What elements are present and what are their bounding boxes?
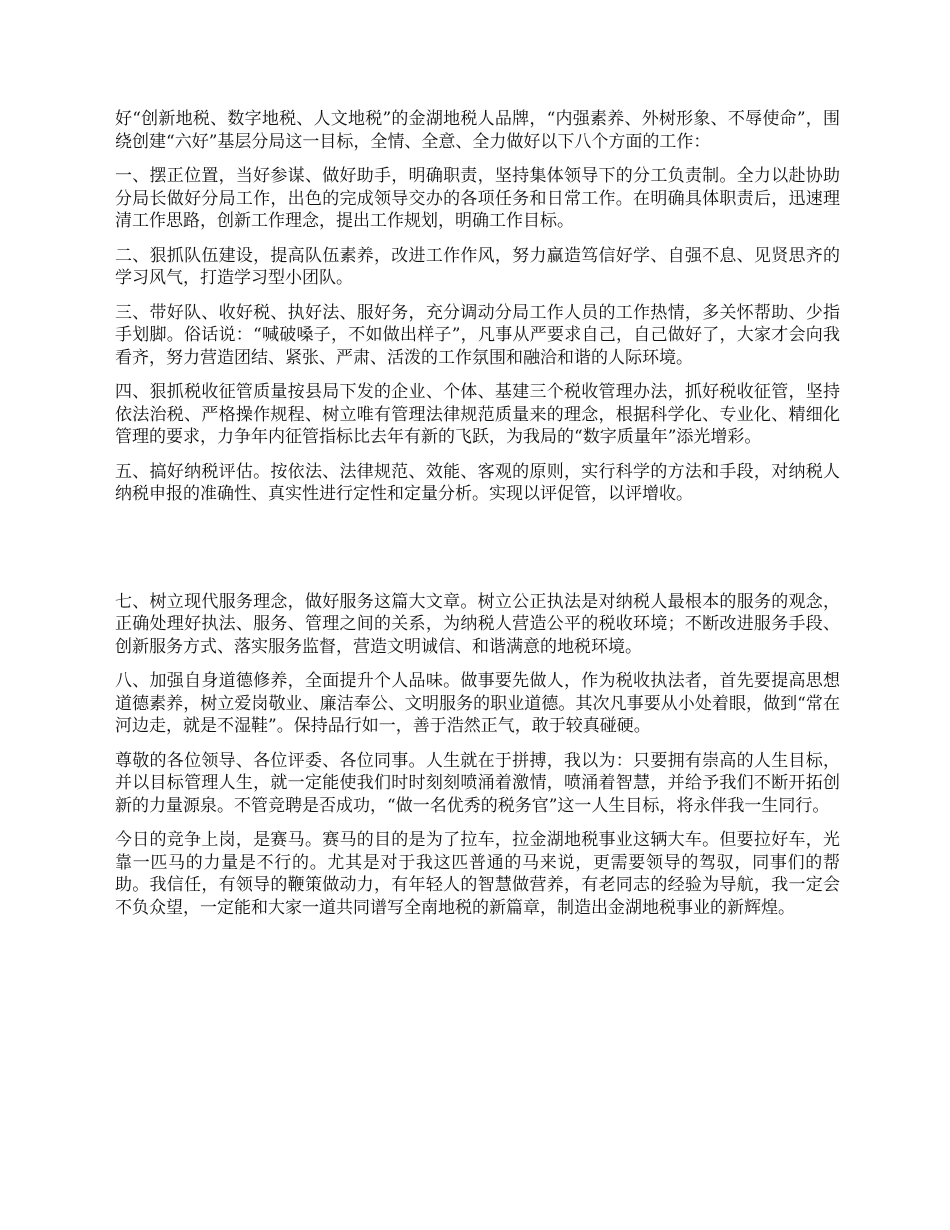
paragraph-item-7: 七、树立现代服务理念，做好服务这篇大文章。树立公正执法是对纳税人最根本的服务的观念，正确处理好执法、服务、管理之间的关系，为纳税人营造公平的税收环境；不断改进服务手段、创新服务方式、落实服务监督，营造文明诚信、和谐满意的地税环境。 [115,591,840,657]
paragraph-item-3: 三、带好队、收好税、执好法、服好务，充分调动分局工作人员的工作热情，多关怀帮助、少指手划脚。俗话说：“喊破嗓子，不如做出样子”，凡事从严要求自己，自己做好了，大家才会向我看齐，努力营造团结、紧张、严肃、活泼的工作氛围和融洽和谐的人际环境。 [115,302,840,368]
paragraph-closing-1: 尊敬的各位领导、各位评委、各位同事。人生就在于拼搏，我以为：只要拥有崇高的人生目标，并以目标管理人生，就一定能使我们时时刻刻喷涌着激情，喷涌着智慧，并给予我们不断开拓创新的力量源泉。不管竞聘是否成功，“做一名优秀的税务官”这一人生目标，将永伴我一生同行。 [115,750,840,816]
document-page [115,108,840,931]
paragraph-item-8: 八、加强自身道德修养，全面提升个人品味。做事要先做人，作为税收执法者，首先要提高思想道德素养，树立爱岗敬业、廉洁奉公、文明服务的职业道德。其次凡事要从小处着眼，做到“常在河边走，就是不湿鞋”。保持品行如一，善于浩然正气，敢于较真碰硬。 [115,671,840,736]
blank-gap [115,518,840,591]
paragraph-intro: 好“创新地税、数字地税、人文地税”的金湖地税人品牌，“内强素养、外树形象、不辱使命”，围绕创建“六好”基层分局这一目标，全情、全意、全力做好以下八个方面的工作： [115,109,840,152]
paragraph-item-5: 五、搞好纳税评估。按依法、法律规范、效能、客观的原则，实行科学的方法和手段，对纳税人纳税申报的准确性、真实性进行定性和定量分析。实现以评促管，以评增收。 [115,461,840,504]
paragraph-item-1: 一、摆正位置，当好参谋、做好助手，明确职责，坚持集体领导下的分工负责制。全力以赴协助分局长做好分局工作，出色的完成领导交办的各项任务和日常工作。在明确具体职责后，迅速理清工作思路，创新工作理念，提出工作规划，明确工作目标。 [115,166,840,231]
paragraph-item-4: 四、狠抓税收征管质量按县局下发的企业、个体、基建三个税收管理办法，抓好税收征管，坚持依法治税、严格操作规程、树立唯有管理法律规范质量来的理念，根据科学化、专业化、精细化管理的要求，力争年内征管指标比去年有新的飞跃，为我局的“数字质量年”添光增彩。 [115,382,840,447]
paragraph-item-2: 二、狠抓队伍建设，提高队伍素养，改进工作作风，努力赢造笃信好学、自强不息、见贤思齐的学习风气，打造学习型小团队。 [115,245,840,288]
paragraph-closing-2: 今日的竞争上岗，是赛马。赛马的目的是为了拉车，拉金湖地税事业这辆大车。但要拉好车，光靠一匹马的力量是不行的。尤其是对于我这匹普通的马来说，更需要领导的驾驭，同事们的帮助。我信任，有领导的鞭策做动力，有年轻人的智慧做营养，有老同志的经验为导航，我一定会不负众望，一定能和大家一道共同谱写全南地税的新篇章，制造出金湖地税事业的新辉煌。 [115,830,840,918]
